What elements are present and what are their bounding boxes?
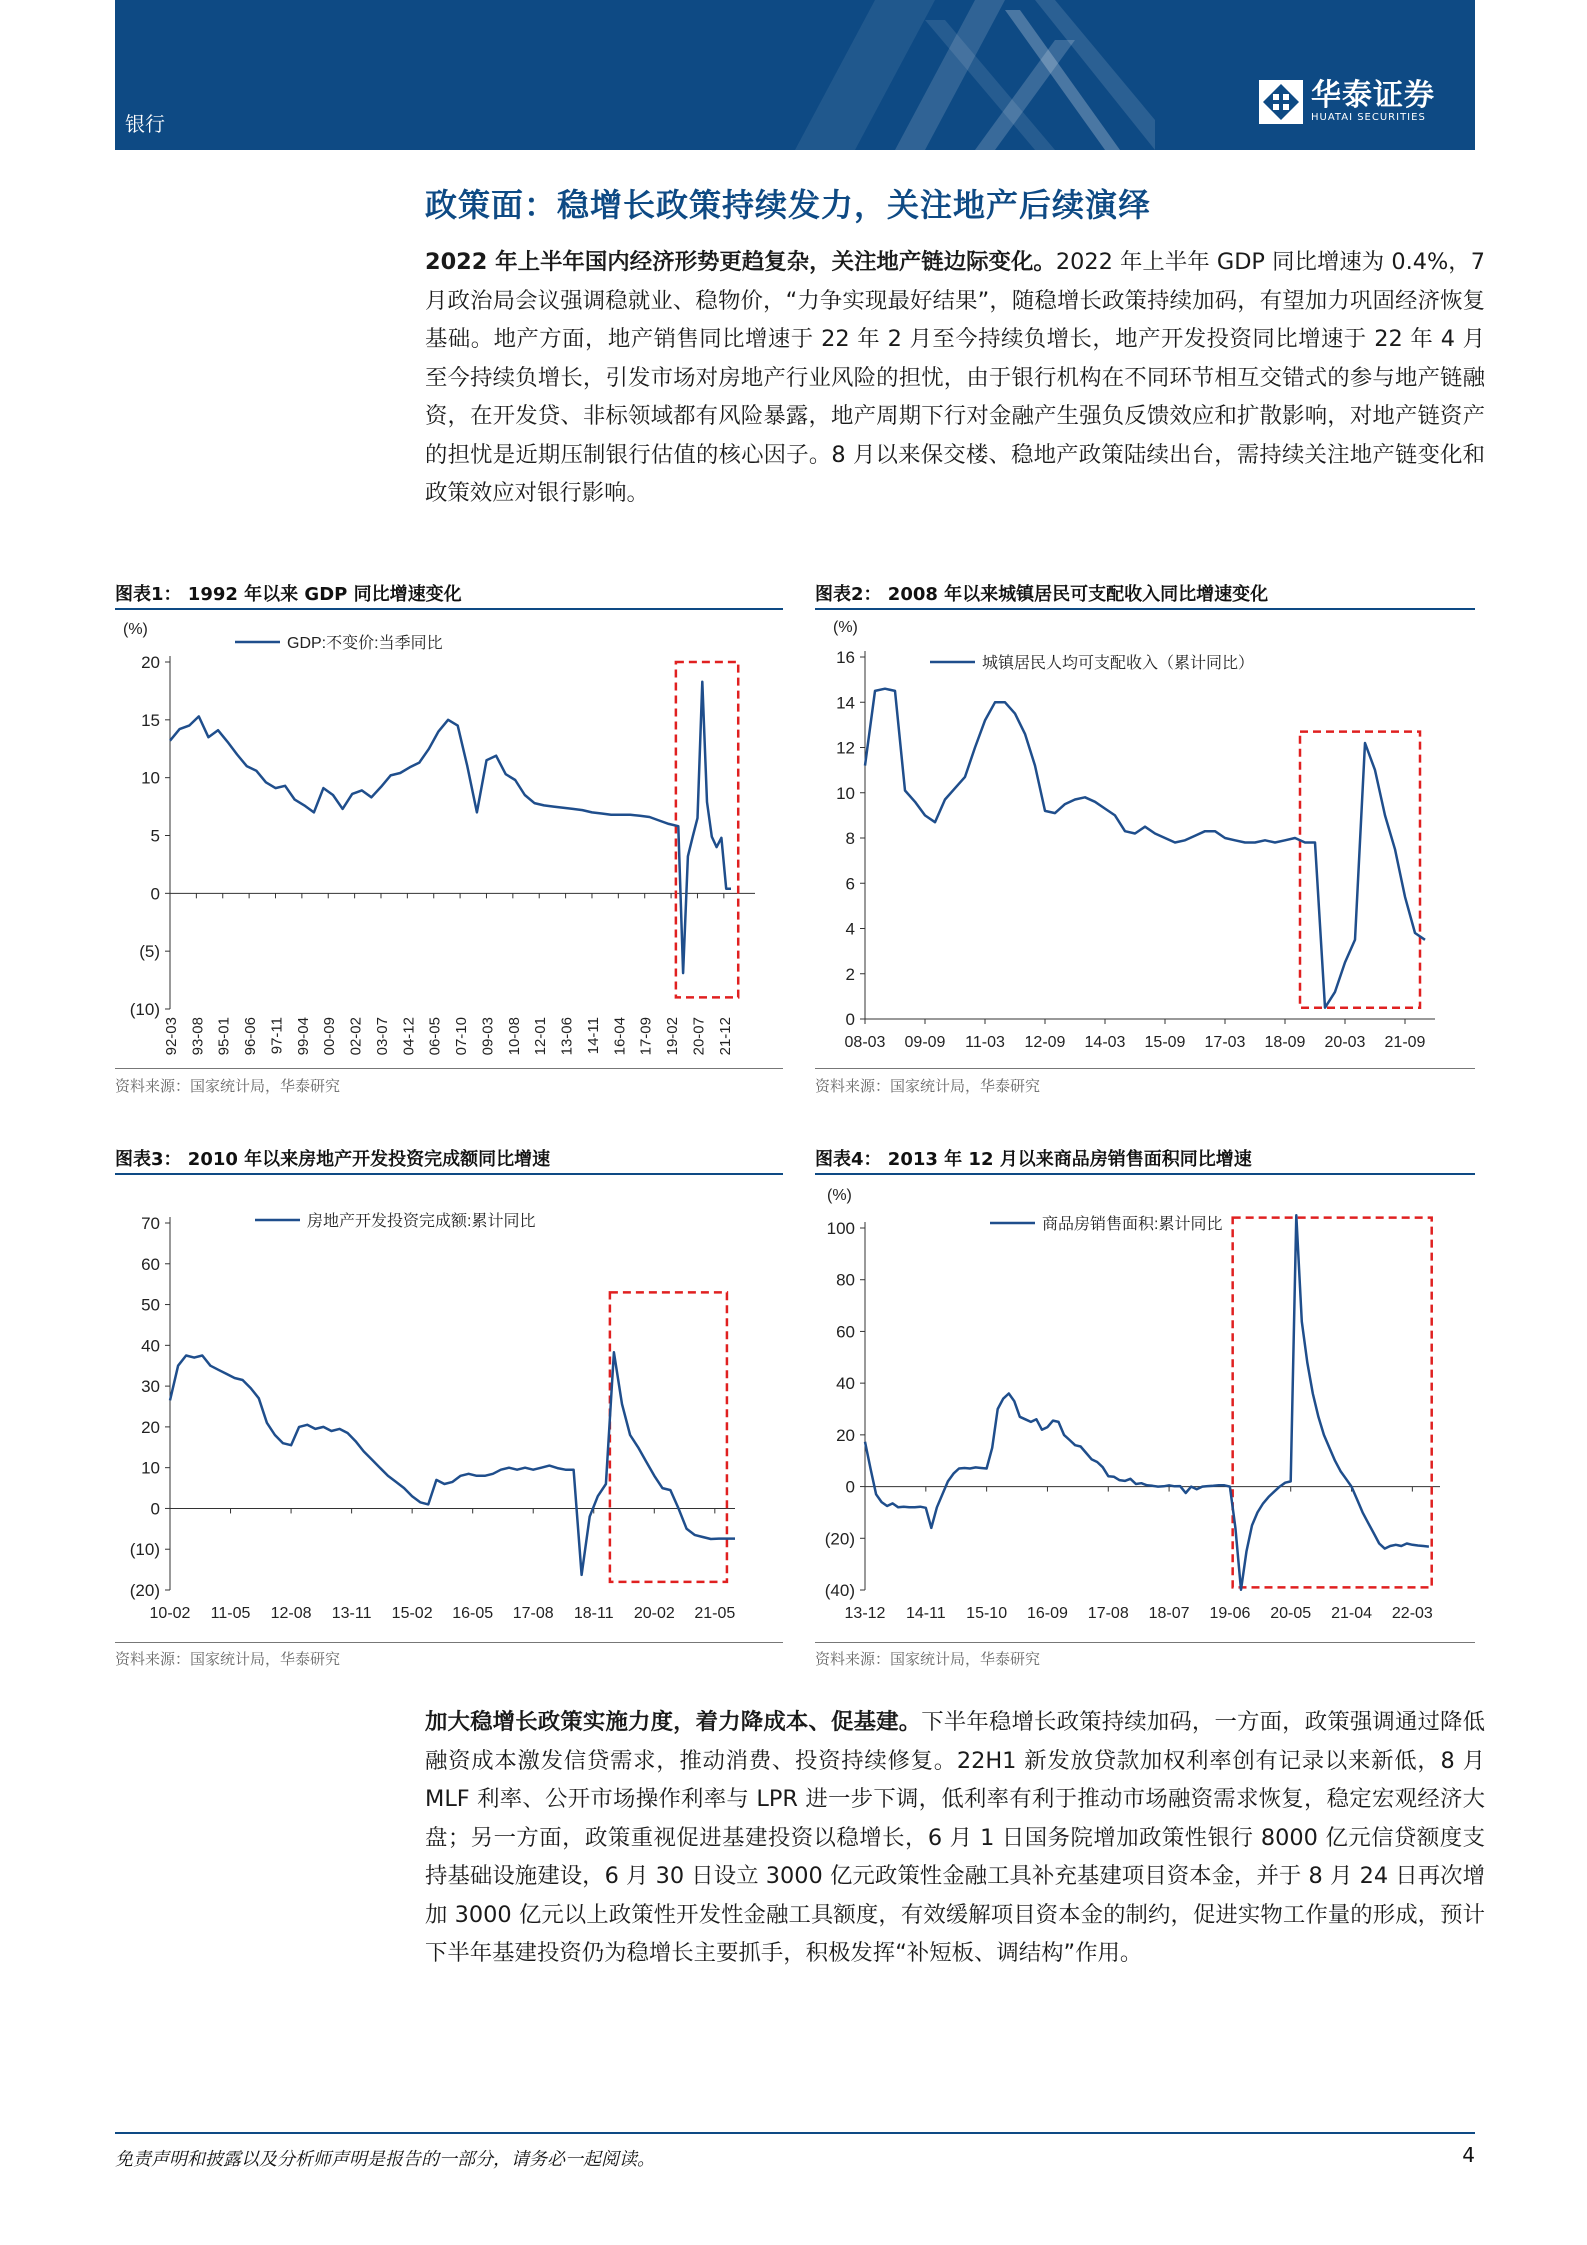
y-tick-label: 10 [836,783,855,803]
y-tick-label: 10 [141,1458,160,1478]
logo-icon [1259,80,1303,124]
x-tick-label: 21-09 [1384,1034,1426,1051]
figure-3-title: 图表3： 2010 年以来房地产开发投资完成额同比增速 [115,1149,551,1170]
y-tick-label: 8 [845,829,855,848]
x-tick-label: 10-02 [149,1605,191,1622]
y-tick-label: 20 [141,653,160,672]
y-tick-label: 60 [141,1254,160,1274]
paragraph-2 [425,1703,1485,1973]
x-tick-label: 10-08 [505,1017,523,1056]
page-header [115,0,1475,150]
x-tick-label: 13-11 [331,1605,372,1622]
x-tick-label: 12-09 [1024,1034,1066,1051]
paragraph-2-lead: 加大稳增长政策实施力度，着力降成本、促基建。 [425,1709,922,1735]
figure-1-rule [115,608,783,610]
x-tick-label: 07-10 [453,1017,471,1056]
x-tick-label: 17-03 [1204,1034,1246,1051]
y-tick-label: (10) [129,1000,160,1019]
figure-3-rule [115,1173,783,1175]
figure-4-chart [815,1178,1475,1638]
footer-disclaimer: 免责声明和披露以及分析师声明是报告的一部分，请务必一起阅读。 [115,2149,655,2170]
y-tick-label: 20 [141,1417,160,1437]
y-tick-label: 5 [150,826,160,846]
x-tick-label: 13-06 [558,1017,576,1056]
y-tick-label: 80 [836,1270,855,1290]
x-tick-label: 08-03 [844,1034,886,1051]
chart-4-svg [815,1178,1475,1638]
figure-2-rule [815,608,1475,610]
series-line [865,1215,1429,1589]
x-tick-label: 20-07 [690,1017,708,1056]
x-tick-label: 00-09 [321,1017,339,1056]
y-tick-label: 100 [826,1219,855,1238]
x-tick-label: 13-12 [844,1605,886,1622]
y-tick-label: 40 [141,1336,160,1356]
paragraph-1 [425,243,1485,513]
highlight-box [1300,732,1420,1008]
y-tick-label: 15 [141,710,160,730]
x-tick-label: 15-09 [1144,1034,1186,1051]
paragraph-1-lead: 2022 年上半年国内经济形势更趋复杂，关注地产链边际变化。 [425,249,1056,275]
y-tick-label: 12 [836,738,855,758]
x-tick-label: 14-11 [584,1017,602,1055]
x-tick-label: 09-09 [904,1034,946,1051]
x-tick-label: 19-06 [1209,1605,1251,1622]
x-tick-label: 22-03 [1391,1605,1433,1622]
x-tick-label: 14-11 [905,1605,946,1622]
y-tick-label: 0 [150,884,160,904]
y-tick-label: 2 [845,964,855,984]
y-tick-label: 0 [845,1010,855,1029]
x-tick-label: 16-09 [1026,1605,1068,1622]
y-tick-label: 50 [141,1295,160,1315]
logo-cn: 华泰证券 [1311,78,1435,113]
figure-2-source: 资料来源：国家统计局，华泰研究 [815,1077,1041,1095]
y-tick-label: 70 [141,1214,160,1233]
legend-label: 商品房销售面积:累计同比 [1042,1216,1223,1233]
page-title: 政策面：稳增长政策持续发力，关注地产后续演绎 [425,186,1152,224]
figure-4-rule [815,1173,1475,1175]
figure-2-title: 图表2： 2008 年以来城镇居民可支配收入同比增速变化 [815,584,1269,605]
x-tick-label: 21-05 [694,1605,736,1622]
x-tick-label: 21-12 [716,1017,734,1056]
huatai-logo [1259,80,1435,124]
series-line [865,689,1425,1008]
figure-1-chart [115,612,783,1062]
paragraph-1-body: 2022 年上半年 GDP 同比增速为 0.4%，7 月政治局会议强调稳就业、稳物价，“力争实现最好结果”，随稳增长政策持续加码，有望加力巩固经济恢复基础。地产方面，地产销售同比增速于 22 年 2 月至今持续负增长，地产开发投资同比增速于 22 年 4 月至今持续负增长，引发市场对房地产行业风险的担忧，由于银行机构在不同环节相互交错式的参与地产链融资，在开发贷、非标领域都有风险暴露，地产周期下行对金融产生强负反馈效应和扩散影响，对地产链资产的担忧是近期压制银行估值的核心因子。8 月以来保交楼、稳地产政策陆续出台，需持续关注地产链变化和政策效应对银行影响。 [425,249,1485,506]
unit-label: (%) [123,621,148,638]
figure-3-bottom-rule [115,1642,783,1643]
figure-2-chart [815,612,1475,1062]
legend-label: GDP:不变价:当季同比 [287,635,443,652]
footer-rule [115,2132,1475,2134]
x-tick-label: 17-09 [637,1017,655,1056]
y-tick-label: (20) [824,1529,855,1549]
y-tick-label: (40) [824,1581,855,1600]
unit-label: (%) [833,619,858,636]
x-tick-label: 03-07 [373,1017,391,1056]
x-tick-label: 17-08 [512,1605,554,1622]
figure-4-bottom-rule [815,1642,1475,1643]
series-line [170,1352,735,1575]
x-tick-label: 15-02 [391,1605,433,1622]
y-tick-label: 40 [836,1374,855,1394]
y-tick-label: (20) [129,1581,160,1600]
x-tick-label: 11-05 [210,1605,251,1622]
y-tick-label: (5) [139,942,160,962]
chart-2-svg [815,612,1475,1062]
section-label: 银行 [125,112,165,136]
y-tick-label: 6 [845,874,855,894]
y-tick-label: 14 [836,693,855,713]
x-tick-label: 93-08 [189,1017,207,1056]
x-tick-label: 19-02 [664,1017,682,1056]
y-tick-label: 60 [836,1322,855,1342]
figure-3-source: 资料来源：国家统计局，华泰研究 [115,1650,341,1668]
figure-1-title: 图表1： 1992 年以来 GDP 同比增速变化 [115,584,462,605]
x-tick-label: 20-02 [633,1605,675,1622]
x-tick-label: 96-06 [242,1017,260,1056]
x-tick-label: 11-03 [965,1034,1005,1051]
figure-1-source: 资料来源：国家统计局，华泰研究 [115,1077,341,1095]
figure-4-title: 图表4： 2013 年 12 月以来商品房销售面积同比增速 [815,1149,1252,1170]
x-tick-label: 06-05 [426,1017,444,1056]
x-tick-label: 99-04 [294,1017,312,1056]
figure-3-chart [115,1178,783,1638]
figure-1-bottom-rule [115,1068,783,1069]
x-tick-label: 20-05 [1270,1605,1312,1622]
x-tick-label: 17-08 [1087,1605,1129,1622]
x-tick-label: 18-11 [573,1605,614,1622]
y-tick-label: 20 [836,1425,855,1445]
x-tick-label: 21-04 [1331,1605,1372,1622]
x-tick-label: 95-01 [215,1017,233,1056]
header-decoration [675,0,1155,150]
highlight-box [1233,1218,1432,1588]
x-tick-label: 97-11 [268,1017,286,1055]
chart-3-svg [115,1178,783,1638]
y-tick-label: 30 [141,1377,160,1397]
x-tick-label: 15-10 [966,1605,1008,1622]
y-tick-label: 16 [836,648,855,667]
figure-2-bottom-rule [815,1068,1475,1069]
figure-4-source: 资料来源：国家统计局，华泰研究 [815,1650,1041,1668]
page-number: 4 [1462,2143,1475,2167]
legend-label: 房地产开发投资完成额:累计同比 [307,1213,536,1230]
chart-1-svg [115,612,783,1062]
x-tick-label: 12-01 [532,1017,550,1056]
x-tick-label: 18-09 [1264,1034,1306,1051]
x-tick-label: 14-03 [1084,1034,1126,1051]
unit-label: (%) [827,1187,852,1204]
y-tick-label: 4 [845,919,855,939]
y-tick-label: 0 [845,1477,855,1497]
x-tick-label: 02-02 [347,1017,365,1056]
y-tick-label: (10) [129,1540,160,1560]
x-tick-label: 16-04 [611,1017,629,1056]
legend-label: 城镇居民人均可支配收入（累计同比） [982,655,1255,672]
x-tick-label: 18-07 [1148,1605,1190,1622]
x-tick-label: 92-03 [163,1017,180,1056]
paragraph-2-body: 下半年稳增长政策持续加码，一方面，政策强调通过降低融资成本激发信贷需求，推动消费、投资持续修复。22H1 新发放贷款加权利率创有记录以来新低，8 月 MLF 利率、公开市场操作利率与 LPR 进一步下调，低利率有利于推动市场融资需求恢复，稳定宏观经济大盘；另一方面，政策重视促进基建投资以稳增长，6 月 1 日国务院增加政策性银行 8000 亿元信贷额度支持基础设施建设，6 月 30 日设立 3000 亿元政策性金融工具补充基建项目资本金，并于 8 月 24 日再次增加 3000 亿元以上政策性开发性金融工具额度，有效缓解项目资本金的制约，促进实物工作量的形成，预计下半年基建投资仍为稳增长主要抓手，积极发挥“补短板、调结构”作用。 [425,1709,1486,1966]
y-tick-label: 10 [141,768,160,788]
y-tick-label: 0 [150,1499,160,1519]
x-tick-label: 16-05 [452,1605,494,1622]
x-tick-label: 12-08 [270,1605,312,1622]
x-tick-label: 20-03 [1324,1034,1366,1051]
series-line [170,682,731,973]
logo-en: HUATAI SECURITIES [1311,112,1426,123]
x-tick-label: 09-03 [479,1017,497,1056]
x-tick-label: 04-12 [400,1017,418,1056]
